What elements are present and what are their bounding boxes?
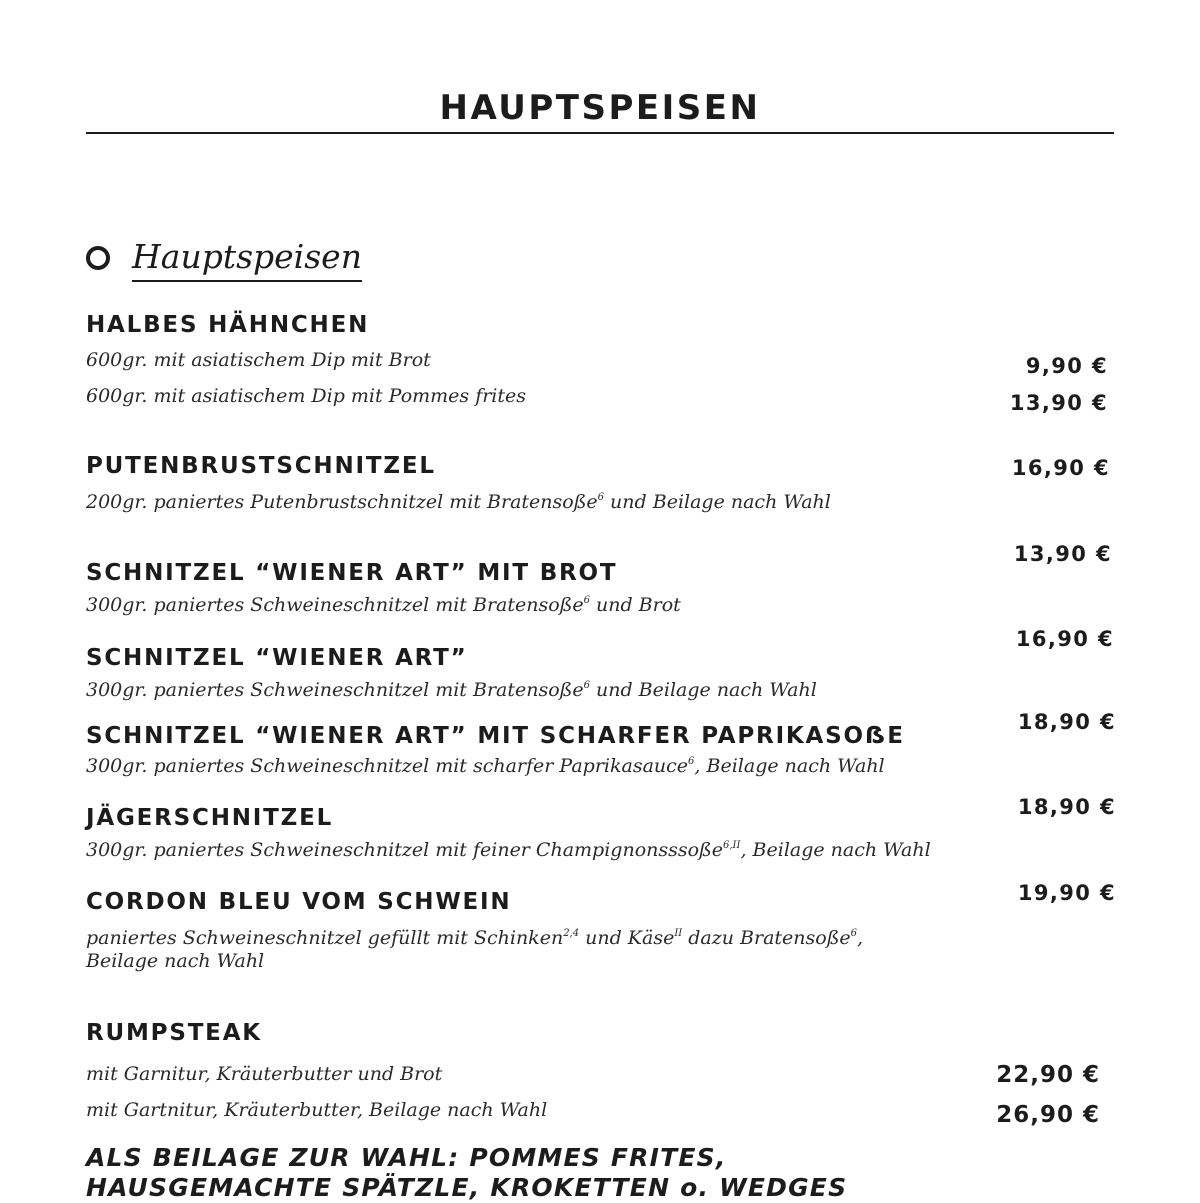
dish-price: 22,90 € [996,1062,1100,1088]
dish-description [86,1062,442,1086]
allergen-mark: 2,4 [563,928,580,939]
description-text: und Beilage nach Wahl [604,491,831,513]
dish-name: SCHNITZEL “WIENER ART” [86,645,468,671]
dish-price: 16,90 € [1015,627,1114,651]
description-text: paniertes Schweineschnitzel gefüllt mit Schinken [86,927,564,949]
dish-description [86,926,863,950]
dish-name: CORDON BLEU VOM SCHWEIN [86,889,512,915]
dish-description [86,1098,547,1122]
dish-price: 16,90 € [1011,456,1110,480]
dish-price: 9,90 € [1025,354,1108,378]
dish-price: 18,90 € [1017,795,1116,819]
page-heading: HAUPTSPEISEN [439,88,761,128]
dish-description [86,838,931,862]
description-text: 600gr. mit asiatischem Dip mit Pommes frites [86,385,527,407]
description-text: 300gr. paniertes Schweineschnitzel mit feiner Champignonsssoße [86,839,723,861]
allergen-mark: 6 [583,595,590,606]
description-text: und Käse [579,927,675,949]
dish-name: PUTENBRUSTSCHNITZEL [86,453,436,479]
dish-description [86,593,681,617]
sides-note-line: ALS BEILAGE ZUR WAHL: POMMES FRITES, [86,1143,727,1172]
description-text: 300gr. paniertes Schweineschnitzel mit scharfer Paprikasauce [86,755,689,777]
sides-note-line: HAUSGEMACHTE SPÄTZLE, KROKETTEN o. WEDGES [86,1173,848,1202]
allergen-mark: 6,II [723,840,741,851]
description-text: , Beilage nach Wahl [740,839,931,861]
dish-price: 19,90 € [1017,881,1116,905]
dish-price: 26,90 € [996,1102,1100,1128]
description-text: 600gr. mit asiatischem Dip mit Brot [86,349,431,371]
description-text: und Beilage nach Wahl [589,679,817,701]
description-text: mit Garnitur, Kräuterbutter und Brot [86,1063,443,1085]
description-text: 200gr. paniertes Putenbrustschnitzel mit Bratensoße [86,491,598,513]
dish-description [86,949,264,973]
dish-price: 18,90 € [1017,710,1116,734]
description-text: , [857,927,864,949]
dish-description [86,490,831,514]
dish-description [86,678,817,702]
heading-divider [86,132,1114,134]
dish-price: 13,90 € [1013,542,1112,566]
allergen-mark: 6 [583,680,590,691]
dish-description [86,384,526,408]
section-title: Hauptspeisen [132,236,362,282]
allergen-mark: II [674,928,683,939]
dish-name: SCHNITZEL “WIENER ART” MIT SCHARFER PAPRIKASOẞE [86,723,905,749]
dish-name: JÄGERSCHNITZEL [86,805,334,831]
dish-description [86,754,885,778]
description-text: dazu Bratensoße [682,927,851,949]
allergen-mark: 6 [688,756,695,767]
allergen-mark: 6 [850,928,858,939]
description-text: , Beilage nach Wahl [694,755,885,777]
dish-name: SCHNITZEL “WIENER ART” MIT BROT [86,560,618,586]
dish-name: HALBES HÄHNCHEN [86,312,370,338]
description-text: 300gr. paniertes Schweineschnitzel mit Bratensoße [86,594,584,616]
description-text: mit Gartnitur, Kräuterbutter, Beilage nach Wahl [86,1099,548,1121]
description-text: 300gr. paniertes Schweineschnitzel mit Bratensoße [86,679,584,701]
dish-name: RUMPSTEAK [86,1020,262,1046]
description-text: Beilage nach Wahl [86,950,265,972]
allergen-mark: 6 [597,492,605,503]
circle-outline-icon [86,246,110,270]
description-text: und Brot [589,594,681,616]
dish-price: 13,90 € [1009,391,1108,415]
dish-description [86,348,431,372]
